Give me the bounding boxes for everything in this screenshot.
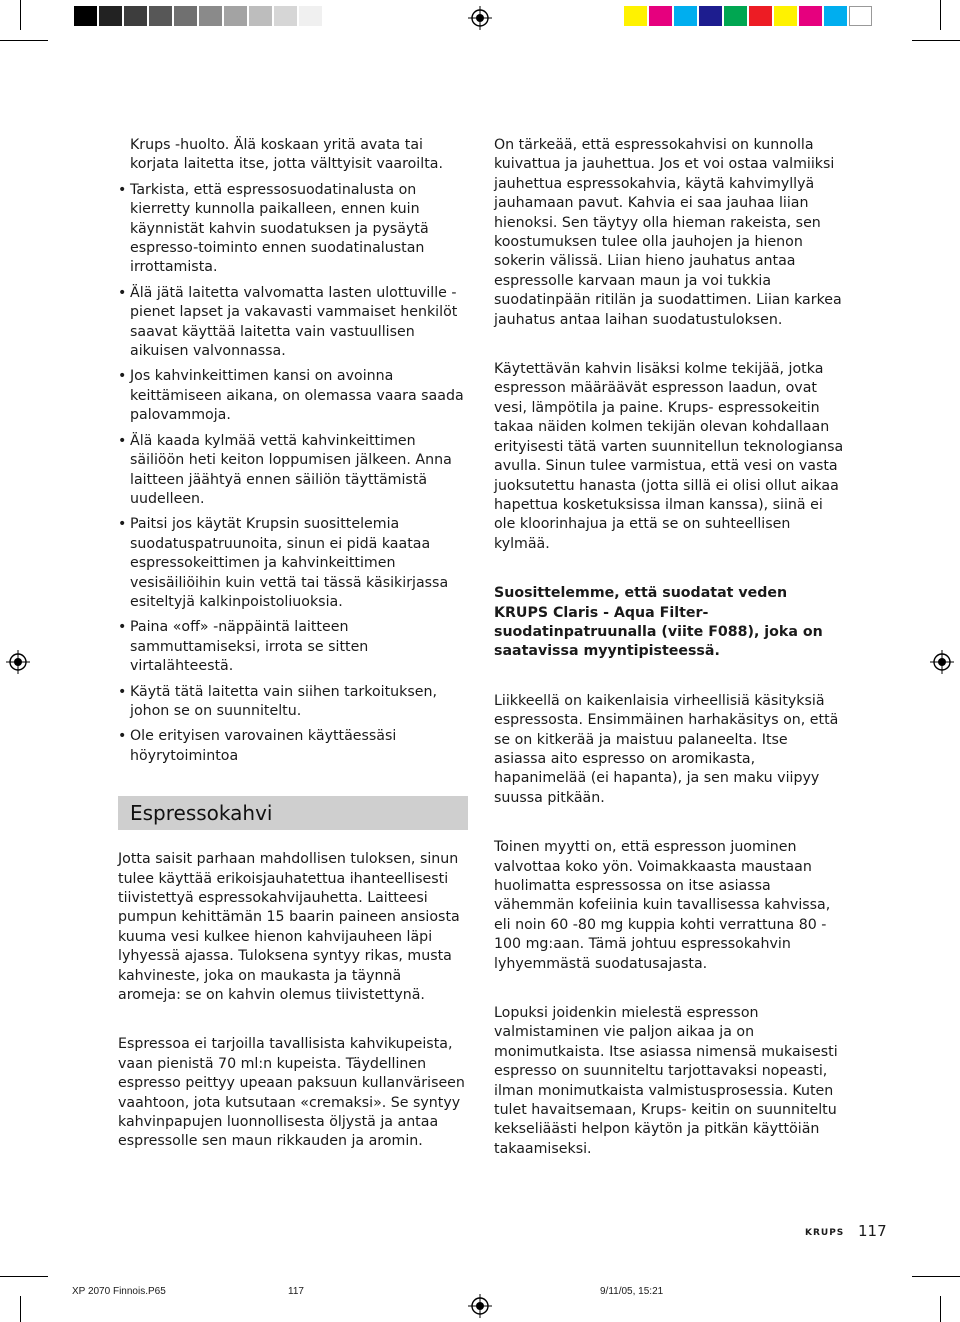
- color-swatch: [124, 6, 147, 26]
- color-swatch: [274, 6, 297, 26]
- color-swatch: [849, 6, 872, 26]
- color-swatch: [699, 6, 722, 26]
- color-swatch: [224, 6, 247, 26]
- safety-bullet: • Älä kaada kylmää vettä kahvinkeittimen säiliöön heti keiton loppumisen jälkeen. Anna laitteen jäähtyä ennen säiliön täyttämistä uudelleen.: [118, 432, 468, 510]
- safety-bullet: • Paina «off» -näppäintä laitteen sammuttamiseksi, irrota se sitten virtalähteestä.: [118, 618, 468, 676]
- color-swatch: [99, 6, 122, 26]
- color-swatch: [649, 6, 672, 26]
- crop-mark: [940, 1296, 941, 1322]
- color-swatch: [824, 6, 847, 26]
- right-column: [494, 136, 844, 1159]
- recommendation-paragraph: Suosittelemme, että suodatat veden KRUPS Claris - Aqua Filter-suodatinpatruunalla (viite F088), joka on saatavissa myyntipisteessä.: [494, 585, 823, 660]
- body-paragraph: Toinen myytti on, että espresson juominen valvottaa koko yön. Voimakkaasta maustaan huolimatta espressossa on itse asiassa vähemmän kofeiinia kuin tavallisessa kahvissa, eli noin 60 -80 mg kuppia kohti verrattuna 80 - 100 mg:aan. Tämä johtuu espressokahvin lyhyemmästä suodatusajasta.: [494, 839, 831, 972]
- color-swatch: [74, 6, 97, 26]
- brand-logo: KRUPS: [805, 1228, 845, 1238]
- crop-mark: [0, 40, 48, 41]
- left-column: [118, 136, 468, 1152]
- body-paragraph: On tärkeää, että espressokahvisi on kunnolla kuivattua ja jauhettua. Jos et voi ostaa valmiiksi jauhettua espressokahvia, käytä kahvimyllyä jauhamaan pavut. Kahvia ei saa jauhaa liian hienoksi. Sen täytyy olla hieman rakeista, sen koostumuksen tulee olla jauhojen ja hienon sokerin välissä. Liian hieno jauhatus antaa espressolle karvaan maun ja voi tukkia suodatinpään ritilän ja suodattimen. Liian karkea jauhatus antaa laihan suodatustuloksen.: [494, 137, 842, 328]
- body-paragraph: Liikkeellä on kaikenlaisia virheellisiä käsityksiä espressosta. Ensimmäinen harhakäsitys on, että se on kitkerää ja maistuu palaneelta. Itse asiassa aito espresso on aromikasta, hapanimelää (ei hapanta), ja sen maku viipyy suussa pitkään.: [494, 692, 839, 806]
- page-number: 117: [858, 1222, 887, 1240]
- safety-bullet: • Paitsi jos käytät Krupsin suosittelemia suodatuspatruunoita, sinun ei pidä kaataa espressokeittimen ja kahvinkeittimen vesisäiliöihin kuin vettä tai tässä käsikirjassa esiteltyjä kalkinpoistoliuoksia.: [118, 515, 468, 612]
- crop-mark: [0, 1276, 48, 1277]
- crop-mark: [912, 1276, 960, 1277]
- color-swatch: [724, 6, 747, 26]
- color-swatch: [199, 6, 222, 26]
- color-swatch: [799, 6, 822, 26]
- registration-mark-icon: [468, 6, 492, 30]
- registration-mark-icon: [930, 650, 954, 674]
- safety-bullet: • Älä jätä laitetta valvomatta lasten ulottuville - pienet lapset ja vakavasti vammaiset henkilöt saavat käyttää laitetta vain vastuullisen aikuisen valvonnassa.: [118, 284, 468, 362]
- color-swatch: [299, 6, 322, 26]
- crop-mark: [20, 1296, 21, 1322]
- body-paragraph: Käytettävän kahvin lisäksi kolme tekijää, jotka espresson määräävät espresson laadun, ovat vesi, lämpötila ja paine. Krups- espressokeitin takaa näiden kolmen tekijän olevan kohdallaan erityisesti tätä varten suunnitellun teknologiansa avulla. Sinun tulee varmistua, että vesi on vasta juoksutettu hanasta (jotta sillä ei olisi ollut aikaa hapettua kosketuksissa ilman kanssa), siinä ei ole kloorinhajua ja että se on suhteellisen kylmää.: [494, 361, 844, 552]
- crop-mark: [20, 0, 21, 30]
- safety-bullet: • Ole erityisen varovainen käyttäessäsi höyrytoimintoa: [118, 727, 468, 766]
- color-swatch: [749, 6, 772, 26]
- color-swatch: [149, 6, 172, 26]
- color-swatch: [624, 6, 647, 26]
- slug-file-name: XP 2070 Finnois.P65: [72, 1286, 166, 1297]
- body-paragraph: Lopuksi joidenkin mielestä espresson valmistaminen vie paljon aikaa ja on monimutkaista. Itse asiassa nimensä mukaisesti espresso on suunniteltu tarjottavaksi nopeasti, ilman monimutkaista valmistusprosessia. Kuten tulet havaitsemaan, Krups- keitin on suunniteltu kekseliäästi helpon käytön ja pitkän käyttöiän takaamiseksi.: [494, 1005, 838, 1157]
- slug-timestamp: 9/11/05, 15:21: [600, 1286, 664, 1297]
- section-heading: Espressokahvi: [118, 796, 468, 830]
- color-swatch: [249, 6, 272, 26]
- body-paragraph: Espressoa ei tarjoilla tavallisista kahvikupeista, vaan pienistä 70 ml:n kupeista. Täydellinen espresso peittyy upeaan paksuun kullanväriseen vaahtoon, jota kutsutaan «cremaksi». Se syntyy kahvinpapujen luonnollisesta öljystä ja antaa espressolle sen maun rikkauden ja aromin.: [118, 1036, 465, 1150]
- color-swatch: [774, 6, 797, 26]
- slug-page: 117: [288, 1286, 304, 1297]
- crop-mark: [940, 0, 941, 30]
- intro-text: Krups -huolto. Älä koskaan yritä avata tai korjata laitetta itse, jotta välttyisit vaaroilta.: [130, 137, 443, 173]
- crop-mark: [912, 40, 960, 41]
- safety-bullet: • Tarkista, että espressosuodatinalusta on kierretty kunnolla paikalleen, ennen kuin käynnistät kahvin suodatuksen ja pysäytä espresso-toiminto ennen suodatinalustan irrottamista.: [118, 181, 468, 278]
- registration-mark-icon: [468, 1294, 492, 1318]
- registration-mark-icon: [6, 650, 30, 674]
- color-swatch: [174, 6, 197, 26]
- safety-bullet: • Jos kahvinkeittimen kansi on avoinna keittämiseen aikana, on olemassa vaara saada palovammoja.: [118, 367, 468, 425]
- color-swatch: [674, 6, 697, 26]
- body-paragraph: Jotta saisit parhaan mahdollisen tuloksen, sinun tulee käyttää erikoisjauhatettua ihanteellisesti tiivistettyä espressokahvijauhetta. Laitteesi pumpun kehittämän 15 baarin paineen ansiosta kuuma vesi kulkee hienon kahvijauheen läpi lyhyessä ajassa. Tuloksena syntyy rikas, musta kahvineste, joka on maukasta ja täynnä aromeja: se on kahvin olemus tiivistettynä.: [118, 851, 460, 1004]
- safety-bullet: • Käytä tätä laitetta vain siihen tarkoituksen, johon se on suunniteltu.: [118, 683, 468, 722]
